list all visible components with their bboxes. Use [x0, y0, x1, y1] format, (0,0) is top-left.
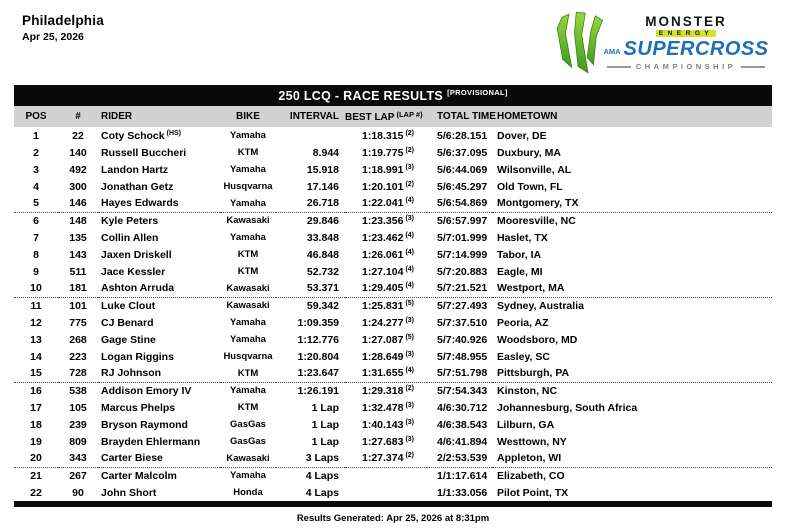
best-lap-number: (3): [405, 418, 414, 426]
bike-cell: Yamaha: [230, 334, 266, 345]
ama-wordmark: AMA: [603, 47, 621, 56]
total-time-cell: 1/1:17.614: [437, 469, 488, 482]
rider-name-cell: Coty Schock $^{(HS)}$: [101, 129, 181, 142]
best-lap-cell: 1:29.405 $^{(4)}$: [345, 280, 427, 297]
table-row: [14, 178, 772, 195]
rider-name-cell: Kyle Peters: [101, 214, 159, 227]
rider-name-cell: Brayden Ehlermann: [101, 435, 201, 448]
best-lap-number: (4): [405, 231, 414, 239]
best-lap-number: (2): [405, 129, 414, 137]
rider-name-cell: Russell Buccheri: [101, 146, 187, 159]
interval-cell: 1 Lap: [311, 401, 339, 414]
col-header-best-lap-sup: (LAP #): [396, 110, 423, 119]
col-header-best-lap: BEST LAP $^{(LAP \#)}$: [345, 110, 423, 123]
bike-cell: Kawasaki: [220, 280, 276, 297]
hometown-cell: Mooresville, NC: [497, 214, 576, 227]
table-row: [14, 263, 772, 280]
rider-name-cell: Ashton Arruda: [98, 280, 220, 297]
rider-suffix: (HS): [166, 129, 181, 137]
col-header-bike: BIKE: [236, 111, 260, 122]
col-header-rider: RIDER: [101, 111, 133, 122]
event-location: Philadelphia: [22, 13, 104, 28]
championship-wordmark: CHAMPIONSHIP: [635, 62, 737, 71]
total-time-cell: 2/2:53.539: [427, 450, 492, 467]
pos-cell: 19: [30, 435, 42, 448]
hometown-cell: Elizabeth, CO: [497, 469, 565, 482]
best-lap-number: (4): [405, 282, 414, 290]
championship-dash-right: [741, 66, 765, 68]
bike-cell: KTM: [220, 365, 276, 382]
rider-name-cell: Gage Stine: [101, 333, 156, 346]
rider-name-cell: RJ Johnson: [98, 365, 220, 382]
rider-name-cell: Marcus Phelps: [101, 401, 176, 414]
table-row: [14, 246, 772, 263]
interval-cell: 52.732: [306, 265, 339, 278]
hometown-cell: Appleton, WI: [492, 450, 772, 467]
results-title-bar: [14, 85, 772, 106]
event-header: [22, 13, 104, 43]
best-lap-cell: 1:31.655 $^{(4)}$: [345, 365, 427, 382]
total-time-cell: 5/6:44.069: [437, 163, 488, 176]
rider-number-cell: 22: [72, 129, 84, 142]
hometown-cell: Westtown, NY: [497, 435, 567, 448]
best-lap-cell: 1:27.104 $^{(4)}$: [361, 265, 414, 278]
hometown-cell: Johannesburg, South Africa: [497, 401, 638, 414]
total-time-cell: 5/7:20.883: [437, 265, 488, 278]
total-time-cell: 5/6:57.997: [437, 214, 488, 227]
results-title: 250 LCQ - RACE RESULTS: [278, 88, 444, 103]
col-header-hometown: HOMETOWN: [497, 111, 558, 122]
table-row: [14, 484, 772, 501]
pos-cell: 8: [33, 248, 39, 261]
hometown-cell: Haslet, TX: [497, 231, 548, 244]
best-lap-cell: 1:32.478 $^{(3)}$: [361, 401, 414, 414]
results-title-provisional: [PROVISIONAL]: [447, 88, 508, 97]
results-sheet: [14, 85, 772, 524]
best-lap-number: (5): [405, 299, 414, 307]
best-lap-number: (4): [405, 367, 414, 375]
pos-cell: 22: [30, 486, 42, 499]
bike-cell: KTM: [237, 266, 259, 277]
table-row: [14, 229, 772, 246]
best-lap-cell: 1:29.318 $^{(2)}$: [361, 384, 414, 397]
interval-cell: 1:23.647: [276, 365, 345, 382]
best-lap-cell: 1:18.315 $^{(2)}$: [361, 129, 414, 142]
total-time-cell: 5/7:14.999: [437, 248, 488, 261]
bottom-divider-bar: [14, 501, 772, 507]
rider-number-cell: 267: [69, 469, 87, 482]
best-lap-cell: 1:28.649 $^{(3)}$: [361, 350, 414, 363]
table-row: [14, 127, 772, 144]
rider-name-cell: Hayes Edwards: [98, 195, 220, 212]
best-lap-cell: 1:23.462 $^{(4)}$: [361, 231, 414, 244]
interval-cell: 53.371: [276, 280, 345, 297]
rider-name-cell: Jaxen Driskell: [101, 248, 172, 261]
rider-number-cell: 223: [69, 350, 87, 363]
total-time-cell: 5/6:45.297: [437, 180, 488, 193]
monster-wordmark: MONSTER: [645, 14, 727, 29]
rider-name-cell: Logan Riggins: [101, 350, 174, 363]
hometown-cell: Eagle, MI: [497, 265, 543, 278]
table-row: [14, 144, 772, 161]
rider-number-cell: 148: [69, 214, 87, 227]
energy-wordmark: ENERGY: [656, 30, 716, 37]
rider-number-cell: 143: [69, 248, 87, 261]
rider-number-cell: 101: [69, 299, 87, 312]
best-lap-number: (5): [405, 333, 414, 341]
interval-cell: [276, 127, 345, 144]
event-date: Apr 25, 2026: [22, 31, 84, 43]
total-time-cell: 5/7:27.493: [437, 299, 488, 312]
rider-name-cell: Jonathan Getz: [101, 180, 174, 193]
rider-number-cell: 809: [69, 435, 87, 448]
best-lap-cell: 1:18.991 $^{(3)}$: [361, 163, 414, 176]
hometown-cell: Dover, DE: [497, 129, 547, 142]
bike-cell: Yamaha: [230, 385, 266, 397]
interval-cell: 1 Lap: [311, 435, 339, 448]
rider-name-cell: Collin Allen: [101, 231, 159, 244]
interval-cell: 1:20.804: [297, 350, 339, 363]
rider-number-cell: 511: [69, 265, 87, 278]
bike-cell: Husqvarna: [223, 351, 273, 362]
hometown-cell: Pilot Point, TX: [497, 486, 569, 499]
rider-name-cell: Luke Clout: [101, 299, 156, 312]
total-time-cell: 5/6:54.869: [427, 195, 492, 212]
best-lap-cell: 1:20.101 $^{(2)}$: [361, 180, 414, 193]
hometown-cell: Duxbury, MA: [497, 146, 561, 159]
col-header-total-time: TOTAL TIME: [437, 111, 496, 122]
total-time-cell: 4/6:30.712: [437, 401, 488, 414]
interval-cell: 17.146: [306, 180, 339, 193]
rider-number-cell: 140: [69, 146, 87, 159]
pos-cell: 7: [33, 231, 39, 244]
bike-cell: Honda: [233, 487, 263, 498]
best-lap-number: (3): [405, 316, 414, 324]
bike-cell: Kawasaki: [226, 300, 270, 312]
interval-cell: 1 Lap: [311, 418, 339, 431]
results-table-body: [14, 127, 772, 501]
col-header-number: #: [75, 111, 81, 122]
total-time-cell: 5/7:54.343: [437, 384, 488, 397]
table-row: [14, 433, 772, 450]
table-row: [14, 399, 772, 416]
rider-name-cell: Bryson Raymond: [101, 418, 188, 431]
pos-cell: 15: [14, 365, 58, 382]
interval-cell: 3 Laps: [276, 450, 345, 467]
best-lap-cell: 1:24.277 $^{(3)}$: [361, 316, 414, 329]
best-lap-number: (2): [405, 384, 414, 392]
total-time-cell: 5/6:28.151: [437, 129, 488, 142]
pos-cell: 21: [30, 469, 42, 482]
hometown-cell: Sydney, Australia: [497, 299, 584, 312]
rider-number-cell: 239: [69, 418, 87, 431]
best-lap-cell: 1:27.374 $^{(2)}$: [345, 450, 427, 467]
rider-number-cell: 268: [69, 333, 87, 346]
results-generated-text: Results Generated: Apr 25, 2026 at 8:31pm: [296, 513, 490, 524]
pos-cell: 20: [14, 450, 58, 467]
best-lap-number: (2): [405, 452, 414, 460]
rider-number-cell: 90: [72, 486, 84, 499]
total-time-cell: 4/6:41.894: [437, 435, 488, 448]
table-row: [14, 467, 772, 484]
interval-cell: 4 Laps: [305, 469, 339, 482]
table-row: [14, 161, 772, 178]
table-row: [14, 382, 772, 399]
interval-cell: 29.846: [306, 214, 339, 227]
bike-cell: KTM: [237, 402, 259, 413]
total-time-cell: 4/6:38.543: [437, 418, 488, 431]
championship-dash-left: [607, 66, 631, 68]
rider-number-cell: 181: [58, 280, 98, 297]
bike-cell: GasGas: [230, 436, 266, 447]
rider-number-cell: 775: [69, 316, 87, 329]
rider-number-cell: 343: [58, 450, 98, 467]
best-lap-number: (2): [405, 180, 414, 188]
pos-cell: 13: [30, 333, 42, 346]
pos-cell: 12: [30, 316, 42, 329]
pos-cell: 3: [33, 163, 39, 176]
interval-cell: 33.848: [306, 231, 339, 244]
rider-name-cell: Addison Emory IV: [101, 384, 192, 397]
bike-cell: KTM: [237, 147, 259, 158]
rider-name-cell: Carter Biese: [98, 450, 220, 467]
table-row: [14, 297, 772, 314]
supercross-wordmark: SUPERCROSS: [623, 38, 769, 60]
best-lap-cell: 1:26.061 $^{(4)}$: [361, 248, 414, 261]
pos-cell: 6: [33, 214, 39, 227]
interval-cell: 26.718: [276, 195, 345, 212]
rider-name-cell: Landon Hartz: [101, 163, 169, 176]
rider-name-cell: CJ Benard: [101, 316, 154, 329]
best-lap-number: (3): [405, 435, 414, 443]
bike-cell: Kawasaki: [226, 215, 270, 227]
pos-cell: 2: [33, 146, 39, 159]
hometown-cell: Easley, SC: [497, 350, 550, 363]
pos-cell: 1: [33, 129, 39, 142]
best-lap-number: (4): [405, 265, 414, 273]
hometown-cell: Westport, MA: [492, 280, 772, 297]
bike-cell: Yamaha: [220, 195, 276, 212]
interval-cell: 1:09.359: [297, 316, 339, 329]
best-lap-cell: 1:27.683 $^{(3)}$: [361, 435, 414, 448]
pos-cell: 16: [30, 384, 42, 397]
best-lap-cell: 1:27.087 $^{(5)}$: [361, 333, 414, 346]
series-logo-text: [600, 8, 772, 71]
bike-cell: Yamaha: [230, 164, 266, 175]
total-time-cell: 5/7:51.798: [427, 365, 492, 382]
best-lap-cell: 1:23.356 $^{(3)}$: [361, 214, 414, 227]
bike-cell: Husqvarna: [223, 181, 273, 192]
best-lap-cell: [345, 484, 427, 501]
table-row: [14, 195, 772, 212]
total-time-cell: 1/1:33.056: [437, 486, 488, 499]
rider-name-cell: Jace Kessler: [101, 265, 166, 278]
hometown-cell: Wilsonville, AL: [497, 163, 572, 176]
table-row: [14, 348, 772, 365]
pos-cell: 14: [30, 350, 42, 363]
best-lap-number: (3): [405, 163, 414, 171]
hometown-cell: Tabor, IA: [497, 248, 542, 261]
hometown-cell: Pittsburgh, PA: [492, 365, 772, 382]
bike-cell: Yamaha: [230, 232, 266, 243]
table-row: [14, 314, 772, 331]
hometown-cell: Old Town, FL: [497, 180, 563, 193]
rider-number-cell: 146: [58, 195, 98, 212]
best-lap-cell: 1:19.775 $^{(2)}$: [361, 146, 414, 159]
total-time-cell: 5/7:37.510: [437, 316, 488, 329]
best-lap-cell: 1:40.143 $^{(3)}$: [361, 418, 414, 431]
col-header-pos: POS: [25, 111, 47, 122]
rider-number-cell: 300: [69, 180, 87, 193]
bike-cell: GasGas: [230, 419, 266, 430]
pos-cell: 10: [14, 280, 58, 297]
best-lap-cell: 1:25.831 $^{(5)}$: [361, 299, 414, 312]
bike-cell: KTM: [237, 249, 259, 260]
rider-number-cell: 105: [69, 401, 87, 414]
best-lap-cell: [345, 467, 427, 484]
hometown-cell: Lilburn, GA: [497, 418, 555, 431]
series-logo: [550, 8, 772, 82]
interval-cell: 15.918: [306, 163, 339, 176]
rider-number-cell: 538: [69, 384, 87, 397]
bike-cell: Yamaha: [230, 317, 266, 328]
hometown-cell: Montgomery, TX: [492, 195, 772, 212]
best-lap-number: (4): [405, 248, 414, 256]
results-table: [14, 106, 772, 501]
best-lap-number: (4): [405, 197, 414, 205]
hometown-cell: Peoria, AZ: [497, 316, 549, 329]
interval-cell: 46.848: [306, 248, 339, 261]
interval-cell: 59.342: [306, 299, 339, 312]
table-row: [14, 365, 772, 382]
best-lap-number: (3): [405, 214, 414, 222]
pos-cell: 11: [30, 299, 42, 312]
rider-name-cell: John Short: [101, 486, 157, 499]
total-time-cell: 5/6:37.095: [437, 146, 488, 159]
table-row: [14, 212, 772, 229]
interval-cell: 1:26.191: [297, 384, 339, 397]
bike-cell: Kawasaki: [220, 450, 276, 467]
pos-cell: 9: [33, 265, 39, 278]
table-row: [14, 280, 772, 297]
table-row: [14, 416, 772, 433]
total-time-cell: 5/7:21.521: [427, 280, 492, 297]
best-lap-number: (2): [405, 146, 414, 154]
pos-cell: 18: [30, 418, 42, 431]
best-lap-cell: 1:22.041 $^{(4)}$: [345, 195, 427, 212]
best-lap-number: (3): [405, 350, 414, 358]
interval-cell: 1:12.776: [297, 333, 339, 346]
interval-cell: 8.944: [312, 146, 339, 159]
bike-cell: Yamaha: [230, 130, 266, 141]
table-row: [14, 450, 772, 467]
hometown-cell: Woodsboro, MD: [497, 333, 578, 346]
col-header-interval: INTERVAL: [289, 111, 339, 122]
results-table-header: [14, 106, 772, 127]
best-lap-number: (3): [405, 401, 414, 409]
pos-cell: 5: [14, 195, 58, 212]
bike-cell: Yamaha: [230, 470, 266, 482]
total-time-cell: 5/7:48.955: [437, 350, 488, 363]
table-row: [14, 331, 772, 348]
rider-name-cell: Carter Malcolm: [101, 469, 177, 482]
total-time-cell: 5/7:40.926: [437, 333, 488, 346]
pos-cell: 4: [33, 180, 39, 193]
total-time-cell: 5/7:01.999: [437, 231, 488, 244]
rider-number-cell: 728: [58, 365, 98, 382]
rider-number-cell: 135: [69, 231, 87, 244]
hometown-cell: Kinston, NC: [497, 384, 558, 397]
interval-cell: 4 Laps: [305, 486, 339, 499]
rider-number-cell: 492: [69, 163, 87, 176]
pos-cell: 17: [30, 401, 42, 414]
